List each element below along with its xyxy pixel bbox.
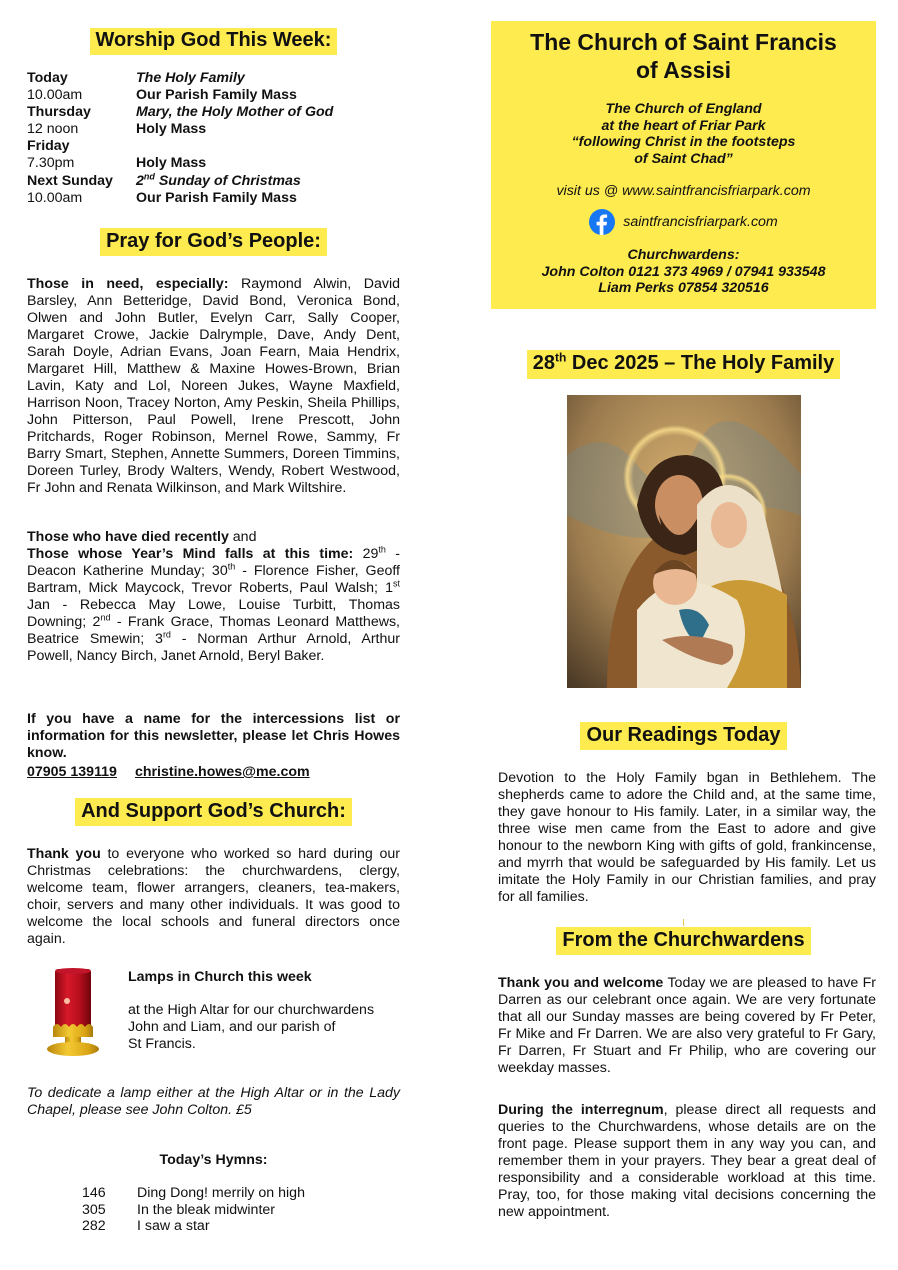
lamps-line: at the High Altar for our churchwardens [128, 1002, 375, 1018]
contact-email-link[interactable]: christine.howes@me.com [134, 764, 310, 780]
schedule-label: 10.00am [27, 87, 83, 104]
pray-heading-wrap [27, 228, 400, 256]
schedule-value: Our Parish Family Mass [136, 189, 297, 206]
dedicate-lamp-note: To dedicate a lamp either at the High Altar or in the Lady Chapel, please see John Colton. £5 [27, 1085, 400, 1118]
lamps-title: Lamps in Church this week [128, 969, 312, 985]
date-banner-wrap [491, 350, 876, 379]
schedule-value: Our Parish Family Mass [136, 87, 297, 104]
lamps-line: St Francis. [128, 1036, 196, 1052]
divider-mark [683, 919, 684, 926]
departed-list [27, 529, 400, 665]
schedule-value-text: Sunday of Christmas [154, 172, 301, 189]
church-tagline [491, 101, 876, 167]
website-link[interactable]: visit us @ www.saintfrancisfriarpark.com [556, 183, 811, 199]
schedule-row [27, 104, 333, 121]
church-header-box [491, 21, 876, 309]
wardens-heading: From the Churchwardens [556, 927, 810, 955]
schedule-row [27, 121, 333, 138]
readings-text: Devotion to the Holy Family bgan in Bethlehem. The shepherds came to adore the Child and, at the same time, they gave honour to His family. Later, in a similar way, the three wise men came from the East to adore and give honour to the newborn King with gifts of gold, frankincense, and myrrh that would be safeguarded by His family. Let us imitate the Holy Family in our Christian families, and pray for all families. [498, 770, 876, 905]
date-banner-text: Dec 2025 – The Holy Family [566, 352, 835, 374]
churchwardens-contacts [491, 247, 876, 297]
contact-note: If you have a name for the intercessions list or information for this newsletter, please let Chris Howes know. [27, 711, 400, 761]
tagline-line: of Saint Chad” [634, 150, 733, 167]
schedule-label: Today [27, 70, 68, 86]
schedule-row [27, 138, 333, 155]
welcome-label: Thank you and welcome [498, 975, 664, 991]
thanks-paragraph [27, 846, 400, 948]
contact-links [27, 764, 310, 781]
holy-family-painting [567, 395, 801, 688]
schedule-label: 7.30pm [27, 155, 75, 172]
support-heading: And Support God’s Church: [75, 798, 352, 826]
day-number: 2 [86, 614, 101, 630]
pray-heading: Pray for God’s People: [100, 228, 327, 256]
hymn-item [82, 1185, 305, 1202]
years-mind-names: - Frank Grace, Thomas Leonard Matthews, Beatrice Smewin; [27, 614, 400, 647]
thanks-text: to everyone who worked so hard during our Christmas celebrations: the churchwardens, clergy, welcome team, flower arrangers, cleaners, tea-makers, choir, servers and many other individuals. It was good to welcome the local schools and funeral directors once again. [27, 846, 400, 947]
years-mind-label: Those whose Year’s Mind falls at this time: [27, 546, 354, 562]
years-mind-names: Jan - Rebecca May Lowe, Louise Turbitt, Thomas Downing; [27, 597, 400, 630]
years-mind-names: - Deacon Katherine Munday; [27, 546, 401, 579]
date-day: 28 [532, 352, 555, 374]
hymn-number: 305 [82, 1201, 106, 1218]
ordinal-suffix: th [227, 561, 236, 572]
interregnum-label: During the interregnum [498, 1102, 664, 1118]
lamps-line: John and Liam, and our parish of [128, 1019, 336, 1035]
tagline-line: The Church of England [605, 101, 762, 117]
thanks-label: Thank you [27, 846, 101, 862]
hymns-heading: Today’s Hymns: [159, 1152, 268, 1168]
facebook-handle: saintfrancisfriarpark.com [623, 214, 778, 230]
died-recently-line [27, 529, 400, 546]
tagline-line: “following Christ in the footsteps [571, 134, 796, 150]
lamps-dedication [128, 1002, 374, 1053]
church-title [491, 21, 876, 84]
day-number: 1 [378, 580, 393, 596]
day-number: 3 [144, 631, 163, 647]
contact-phone-link[interactable]: 07905 139119 [27, 764, 117, 780]
schedule-row [27, 190, 333, 207]
schedule-value [136, 170, 301, 190]
schedule-row [27, 70, 333, 87]
schedule-label: 10.00am [27, 189, 83, 206]
day-number: 30 [204, 563, 228, 579]
facebook-icon [589, 209, 615, 235]
schedule-label: Thursday [27, 104, 91, 121]
worship-heading: Worship God This Week: [90, 28, 338, 55]
day-number: 29 [353, 546, 379, 562]
date-banner [527, 350, 840, 379]
church-title-line: The Church of Saint Francis [530, 29, 837, 55]
wardens-paragraph-interregnum [498, 1102, 876, 1221]
schedule-value: Mary, the Holy Mother of God [136, 104, 334, 121]
sanctuary-lamp-icon [45, 967, 101, 1057]
hymn-title: In the bleak midwinter [137, 1201, 276, 1218]
wardens-paragraph-welcome [498, 975, 876, 1077]
churchwardens-label: Churchwardens: [627, 247, 740, 263]
years-mind-names: - Norman Arthur Arnold, Arthur Powell, Nancy Birch, Janet Arnold, Beryl Baker. [27, 631, 400, 664]
interregnum-text: , please direct all requests and queries to the Churchwardens, whose details are on the front page. Please support them in any way you can, and remember them in your prayers. They bear a great deal of responsibility and a considerable workload at this time. Pray, too, for those making vital decisions concerning the new appointment. [498, 1102, 876, 1220]
schedule-row [27, 170, 333, 190]
ordinal-suffix: th [378, 544, 386, 555]
died-recently-label: Those who have died recently [27, 529, 229, 545]
ordinal-suffix: rd [162, 629, 171, 640]
schedule-label: Next Sunday [27, 172, 113, 189]
in-need-label: Those in need, especially: [27, 276, 229, 292]
schedule-row [27, 155, 333, 172]
intercessions-list [27, 276, 400, 497]
hymn-title: I saw a star [137, 1218, 210, 1234]
welcome-text: Today we are pleased to have Fr Darren as our celebrant once again. We are very fortunate that all our Sunday masses are being covered by Fr Peter, Fr Mike and Fr Darren. We are also very grateful to Fr Gary, Fr Darren, Fr Stuart and Fr Philip, who are covering our weekday masses. [498, 975, 876, 1076]
wardens-heading-wrap [491, 927, 876, 955]
years-mind-names: - Florence Fisher, Geoff Bartram, Mick Maycock, Trevor Roberts, Paul Walsh; [27, 563, 400, 596]
readings-heading-wrap [491, 722, 876, 750]
tagline-line: at the heart of Friar Park [601, 117, 766, 134]
hymn-item [82, 1202, 305, 1219]
in-need-names: Raymond Alwin, David Barsley, Ann Betteridge, David Bond, Veronica Bond, Olwen and John Butler, Evelyn Carr, Sally Cooper, Margaret Crowe, Jackie Dalrymple, Dave, Andy Dent, Sarah Doyle, Adrian Evans, Joan Fearn, Maia Hendrix, Margaret Hill, Matthew & Maxine Howes-Brown, Brian Lavin, Katy and Lol, Noreen Jukes, Wayne Maxfield, Harrison Noon, Tracey Norton, Amy Peskin, Sheila Phillips, John Pitterson, Paul Powell, Irene Prescott, John Pritchards, Roger Robinson, Mernel Rowe, Sammy, Fr Barry Smart, Stephen, Annette Summers, Doreen Timmins, Doreen Turley, Brody Walters, Wendy, Robert Westwood, Fr John and Renata Wilkinson, and Mark Wiltshire. [27, 276, 400, 496]
ordinal-suffix: nd [100, 612, 111, 623]
warden-contact: John Colton 0121 373 4969 / 07941 933548 [541, 263, 826, 280]
ordinal-suffix: st [392, 578, 400, 589]
warden-contact: Liam Perks 07854 320516 [598, 280, 769, 296]
hymns-list [82, 1185, 305, 1235]
schedule-label: 12 noon [27, 121, 79, 138]
died-recently-and: and [228, 529, 257, 545]
hymn-title: Ding Dong! merrily on high [137, 1185, 305, 1201]
schedule-value: The Holy Family [136, 70, 245, 86]
worship-schedule [27, 70, 333, 207]
church-title-line: of Assisi [635, 57, 731, 83]
schedule-value: Holy Mass [136, 121, 207, 138]
schedule-value: Holy Mass [136, 155, 207, 172]
schedule-row [27, 87, 333, 104]
hymn-number: 146 [82, 1185, 106, 1201]
facebook-link[interactable] [491, 209, 876, 235]
years-mind-paragraph [27, 546, 400, 665]
date-ordinal: th [555, 350, 567, 365]
ordinal-number: 2 [136, 172, 144, 189]
hymn-item [82, 1218, 305, 1235]
worship-heading-wrap [27, 28, 400, 55]
schedule-label: Friday [27, 138, 70, 155]
support-heading-wrap [27, 798, 400, 826]
ordinal-suffix: nd [143, 170, 155, 181]
readings-heading: Our Readings Today [580, 722, 786, 750]
hymn-number: 282 [82, 1218, 106, 1234]
